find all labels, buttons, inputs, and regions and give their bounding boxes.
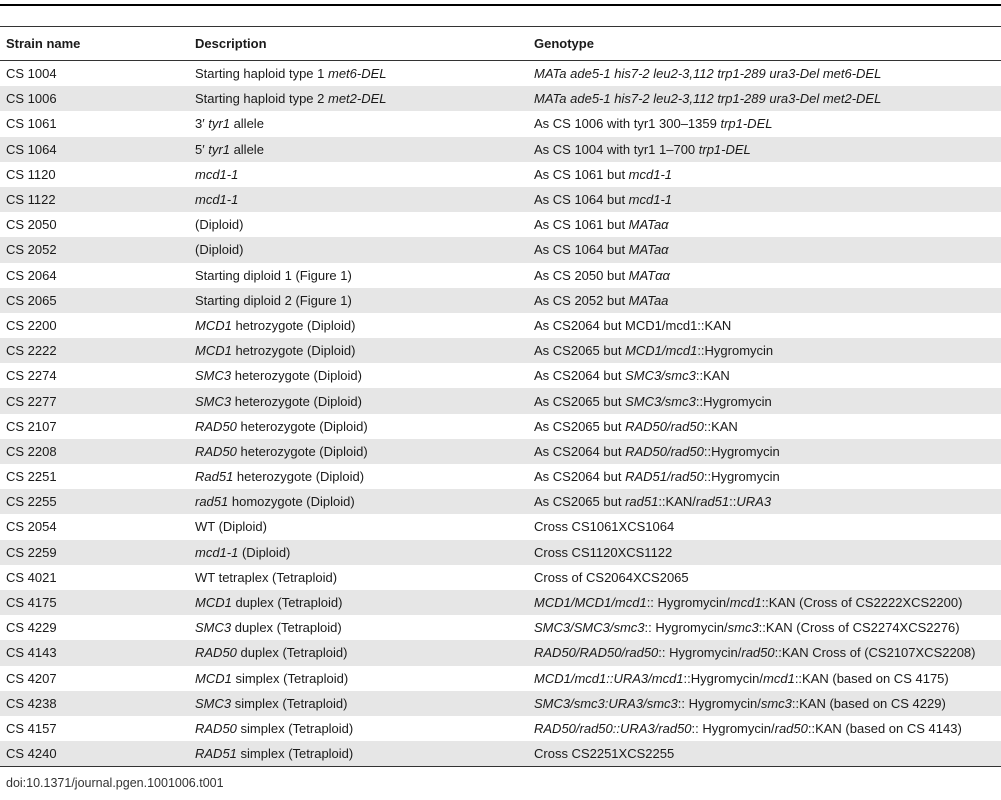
strain-table [0,26,1001,767]
cell-strain-name: CS 2259 [0,540,189,565]
table-body [0,61,1001,767]
cell-strain-name: CS 2274 [0,363,189,388]
table-row [0,363,1001,388]
cell-strain-name: CS 2208 [0,439,189,464]
table-row [0,615,1001,640]
cell-strain-name: CS 2222 [0,338,189,363]
header-strain-name: Strain name [0,27,189,61]
header-row [0,27,1001,61]
cell-strain-name: CS 2107 [0,414,189,439]
cell-strain-name: CS 2255 [0,489,189,514]
cell-genotype: As CS2064 but RAD50/rad50::Hygromycin [528,439,1001,464]
cell-strain-name: CS 2277 [0,388,189,413]
table-row [0,237,1001,262]
cell-genotype: As CS2064 but SMC3/smc3::KAN [528,363,1001,388]
table-row [0,741,1001,767]
table-row [0,540,1001,565]
table-row [0,263,1001,288]
cell-genotype: As CS 1004 with tyr1 1–700 trp1-DEL [528,137,1001,162]
cell-description: MCD1 hetrozygote (Diploid) [189,338,528,363]
cell-description: mcd1-1 [189,187,528,212]
cell-strain-name: CS 2200 [0,313,189,338]
table-row [0,86,1001,111]
table-row [0,212,1001,237]
cell-description: SMC3 duplex (Tetraploid) [189,615,528,640]
cell-strain-name: CS 4229 [0,615,189,640]
table-row [0,338,1001,363]
cell-description: RAD50 heterozygote (Diploid) [189,414,528,439]
cell-genotype: Cross CS1120XCS1122 [528,540,1001,565]
cell-strain-name: CS 1061 [0,111,189,136]
cell-description: Rad51 heterozygote (Diploid) [189,464,528,489]
cell-description: Starting haploid type 1 met6-DEL [189,61,528,87]
cell-strain-name: CS 4238 [0,691,189,716]
table-row [0,388,1001,413]
table-row [0,288,1001,313]
cell-strain-name: CS 4207 [0,666,189,691]
cell-strain-name: CS 4175 [0,590,189,615]
cell-description: Starting diploid 2 (Figure 1) [189,288,528,313]
cell-strain-name: CS 1006 [0,86,189,111]
cell-strain-name: CS 2251 [0,464,189,489]
cell-strain-name: CS 2050 [0,212,189,237]
cell-genotype: Cross of CS2064XCS2065 [528,565,1001,590]
cell-description: MCD1 hetrozygote (Diploid) [189,313,528,338]
cell-genotype: As CS2065 but rad51::KAN/rad51::URA3 [528,489,1001,514]
cell-description: Starting haploid type 2 met2-DEL [189,86,528,111]
table-row [0,640,1001,665]
cell-strain-name: CS 2054 [0,514,189,539]
cell-description: RAD51 simplex (Tetraploid) [189,741,528,767]
table-row [0,514,1001,539]
cell-description: rad51 homozygote (Diploid) [189,489,528,514]
cell-description: MCD1 duplex (Tetraploid) [189,590,528,615]
cell-description: WT tetraplex (Tetraploid) [189,565,528,590]
cell-genotype: As CS2065 but SMC3/smc3::Hygromycin [528,388,1001,413]
cell-genotype: SMC3/SMC3/smc3:: Hygromycin/smc3::KAN (Cross of CS2274XCS2276) [528,615,1001,640]
cell-description: SMC3 heterozygote (Diploid) [189,388,528,413]
cell-description: (Diploid) [189,212,528,237]
cell-genotype: As CS 2050 but MATαα [528,263,1001,288]
cell-strain-name: CS 4021 [0,565,189,590]
cell-genotype: As CS 1061 but MATaα [528,212,1001,237]
cell-genotype: As CS 2052 but MATaa [528,288,1001,313]
table-row [0,187,1001,212]
cell-genotype: RAD50/rad50::URA3/rad50:: Hygromycin/rad50::KAN (based on CS 4143) [528,716,1001,741]
cell-strain-name: CS 1122 [0,187,189,212]
cell-genotype: As CS2065 but RAD50/rad50::KAN [528,414,1001,439]
header-genotype: Genotype [528,27,1001,61]
table-row [0,590,1001,615]
cell-genotype: As CS2064 but RAD51/rad50::Hygromycin [528,464,1001,489]
cell-strain-name: CS 2065 [0,288,189,313]
table-row [0,691,1001,716]
cell-strain-name: CS 4240 [0,741,189,767]
cell-genotype: MCD1/MCD1/mcd1:: Hygromycin/mcd1::KAN (Cross of CS2222XCS2200) [528,590,1001,615]
cell-description: mcd1-1 (Diploid) [189,540,528,565]
cell-strain-name: CS 4143 [0,640,189,665]
cell-genotype: MCD1/mcd1::URA3/mcd1::Hygromycin/mcd1::KAN (based on CS 4175) [528,666,1001,691]
cell-description: Starting diploid 1 (Figure 1) [189,263,528,288]
cell-description: SMC3 heterozygote (Diploid) [189,363,528,388]
cell-genotype: MATa ade5-1 his7-2 leu2-3,112 trp1-289 ura3-Del met6-DEL [528,61,1001,87]
cell-description: MCD1 simplex (Tetraploid) [189,666,528,691]
cell-description: 5′ tyr1 allele [189,137,528,162]
table-row [0,489,1001,514]
top-rule [0,4,1001,6]
table-row [0,716,1001,741]
cell-genotype: As CS2065 but MCD1/mcd1::Hygromycin [528,338,1001,363]
cell-strain-name: CS 2052 [0,237,189,262]
cell-strain-name: CS 1064 [0,137,189,162]
table-row [0,162,1001,187]
cell-genotype: As CS 1006 with tyr1 300–1359 trp1-DEL [528,111,1001,136]
table-row [0,61,1001,87]
table-row [0,137,1001,162]
table-row [0,439,1001,464]
cell-genotype: Cross CS2251XCS2255 [528,741,1001,767]
cell-strain-name: CS 4157 [0,716,189,741]
cell-genotype: As CS 1061 but mcd1-1 [528,162,1001,187]
table-row [0,111,1001,136]
cell-description: mcd1-1 [189,162,528,187]
cell-description: SMC3 simplex (Tetraploid) [189,691,528,716]
header-description: Description [189,27,528,61]
cell-description: RAD50 duplex (Tetraploid) [189,640,528,665]
cell-genotype: As CS 1064 but MATaα [528,237,1001,262]
cell-description: WT (Diploid) [189,514,528,539]
table-row [0,666,1001,691]
cell-description: RAD50 simplex (Tetraploid) [189,716,528,741]
cell-genotype: SMC3/smc3:URA3/smc3:: Hygromycin/smc3::KAN (based on CS 4229) [528,691,1001,716]
doi-footer: doi:10.1371/journal.pgen.1001006.t001 [6,776,224,790]
cell-genotype: RAD50/RAD50/rad50:: Hygromycin/rad50::KAN Cross of (CS2107XCS2208) [528,640,1001,665]
table-row [0,313,1001,338]
cell-strain-name: CS 1120 [0,162,189,187]
cell-genotype: Cross CS1061XCS1064 [528,514,1001,539]
cell-strain-name: CS 1004 [0,61,189,87]
cell-strain-name: CS 2064 [0,263,189,288]
table-row [0,414,1001,439]
cell-genotype: MATa ade5-1 his7-2 leu2-3,112 trp1-289 ura3-Del met2-DEL [528,86,1001,111]
cell-description: (Diploid) [189,237,528,262]
cell-description: RAD50 heterozygote (Diploid) [189,439,528,464]
cell-description: 3′ tyr1 allele [189,111,528,136]
table-row [0,464,1001,489]
cell-genotype: As CS 1064 but mcd1-1 [528,187,1001,212]
table-row [0,565,1001,590]
cell-genotype: As CS2064 but MCD1/mcd1::KAN [528,313,1001,338]
